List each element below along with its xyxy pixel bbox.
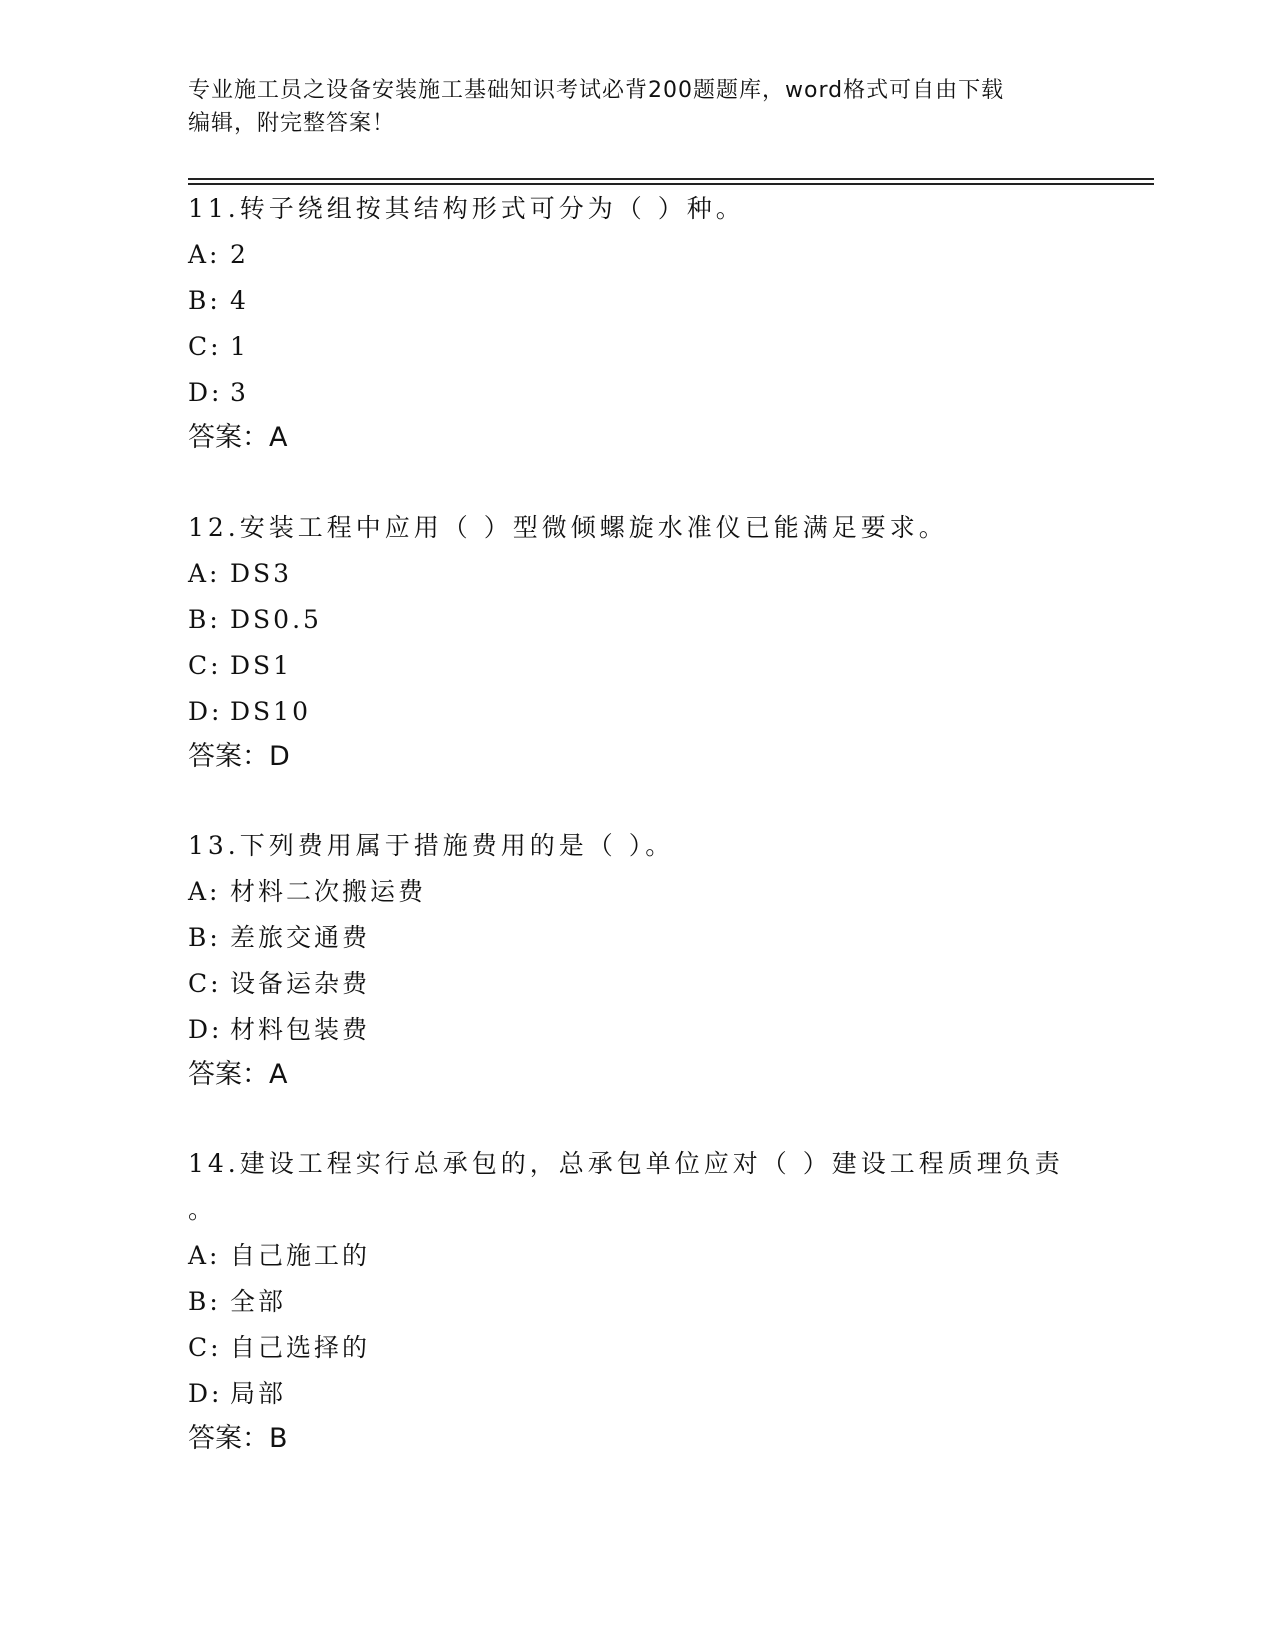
answer-line: 答案：A — [188, 422, 288, 453]
option-d — [188, 370, 1088, 416]
question-text: 12.安装工程中应用（ ）型微倾螺旋水准仪已能满足要求。 — [188, 513, 948, 542]
option-text: DS1 — [230, 651, 293, 680]
option-letter: B: — [188, 605, 221, 634]
option-b — [188, 597, 1088, 643]
option-c — [188, 324, 1088, 370]
option-letter: D: — [188, 378, 223, 407]
answer-line: 答案：D — [188, 741, 290, 772]
option-text: 4 — [230, 286, 249, 315]
question-text-continuation: 。 — [188, 1195, 214, 1224]
option-c — [188, 643, 1088, 689]
option-text: 全部 — [230, 1287, 287, 1316]
option-text: 2 — [230, 240, 249, 269]
option-b — [188, 278, 1088, 324]
option-text: DS0.5 — [230, 605, 322, 634]
question-text: 14.建设工程实行总承包的，总承包单位应对（ ）建设工程质理负责 — [188, 1149, 1064, 1178]
option-letter: B: — [188, 923, 221, 952]
option-text: DS3 — [230, 559, 293, 588]
option-letter: C: — [188, 332, 222, 361]
option-letter: B: — [188, 286, 221, 315]
option-text: 自己施工的 — [230, 1241, 371, 1270]
option-text: 材料二次搬运费 — [230, 877, 427, 906]
option-text: DS10 — [230, 697, 311, 726]
option-a — [188, 1233, 1088, 1279]
option-b — [188, 1279, 1088, 1325]
option-text: 局部 — [230, 1379, 287, 1408]
option-letter: D: — [188, 697, 223, 726]
option-a — [188, 869, 1088, 915]
option-text: 自己选择的 — [230, 1333, 371, 1362]
header-line-2: 编辑，附完整答案！ — [188, 111, 396, 136]
question-11 — [188, 186, 1088, 460]
option-a — [188, 551, 1088, 597]
option-letter: A: — [188, 559, 221, 588]
option-c — [188, 1325, 1088, 1371]
question-14 — [188, 1141, 1088, 1461]
question-text: 13.下列费用属于措施费用的是（ ）。 — [188, 831, 675, 860]
question-text: 11.转子绕组按其结构形式可分为（ ）种。 — [188, 194, 745, 223]
option-letter: D: — [188, 1015, 223, 1044]
option-d — [188, 689, 1088, 735]
option-text: 材料包装费 — [230, 1015, 371, 1044]
option-text: 1 — [230, 332, 249, 361]
header-divider-top — [188, 178, 1154, 180]
option-text: 设备运杂费 — [230, 969, 371, 998]
option-c — [188, 961, 1088, 1007]
option-d — [188, 1371, 1088, 1417]
header-divider-bottom — [188, 183, 1154, 185]
question-12 — [188, 505, 1088, 779]
answer-line: 答案：A — [188, 1059, 288, 1090]
option-letter: A: — [188, 240, 221, 269]
option-text: 3 — [230, 378, 249, 407]
option-a — [188, 232, 1088, 278]
option-letter: D: — [188, 1379, 223, 1408]
document-header — [188, 74, 1078, 140]
header-line-1: 专业施工员之设备安装施工基础知识考试必背200题题库，word格式可自由下载 — [188, 78, 1005, 103]
question-13 — [188, 823, 1088, 1097]
option-letter: A: — [188, 877, 221, 906]
option-letter: C: — [188, 969, 222, 998]
option-b — [188, 915, 1088, 961]
option-text: 差旅交通费 — [230, 923, 371, 952]
option-d — [188, 1007, 1088, 1053]
option-letter: C: — [188, 651, 222, 680]
option-letter: A: — [188, 1241, 221, 1270]
option-letter: C: — [188, 1333, 222, 1362]
option-letter: B: — [188, 1287, 221, 1316]
answer-line: 答案：B — [188, 1423, 288, 1454]
